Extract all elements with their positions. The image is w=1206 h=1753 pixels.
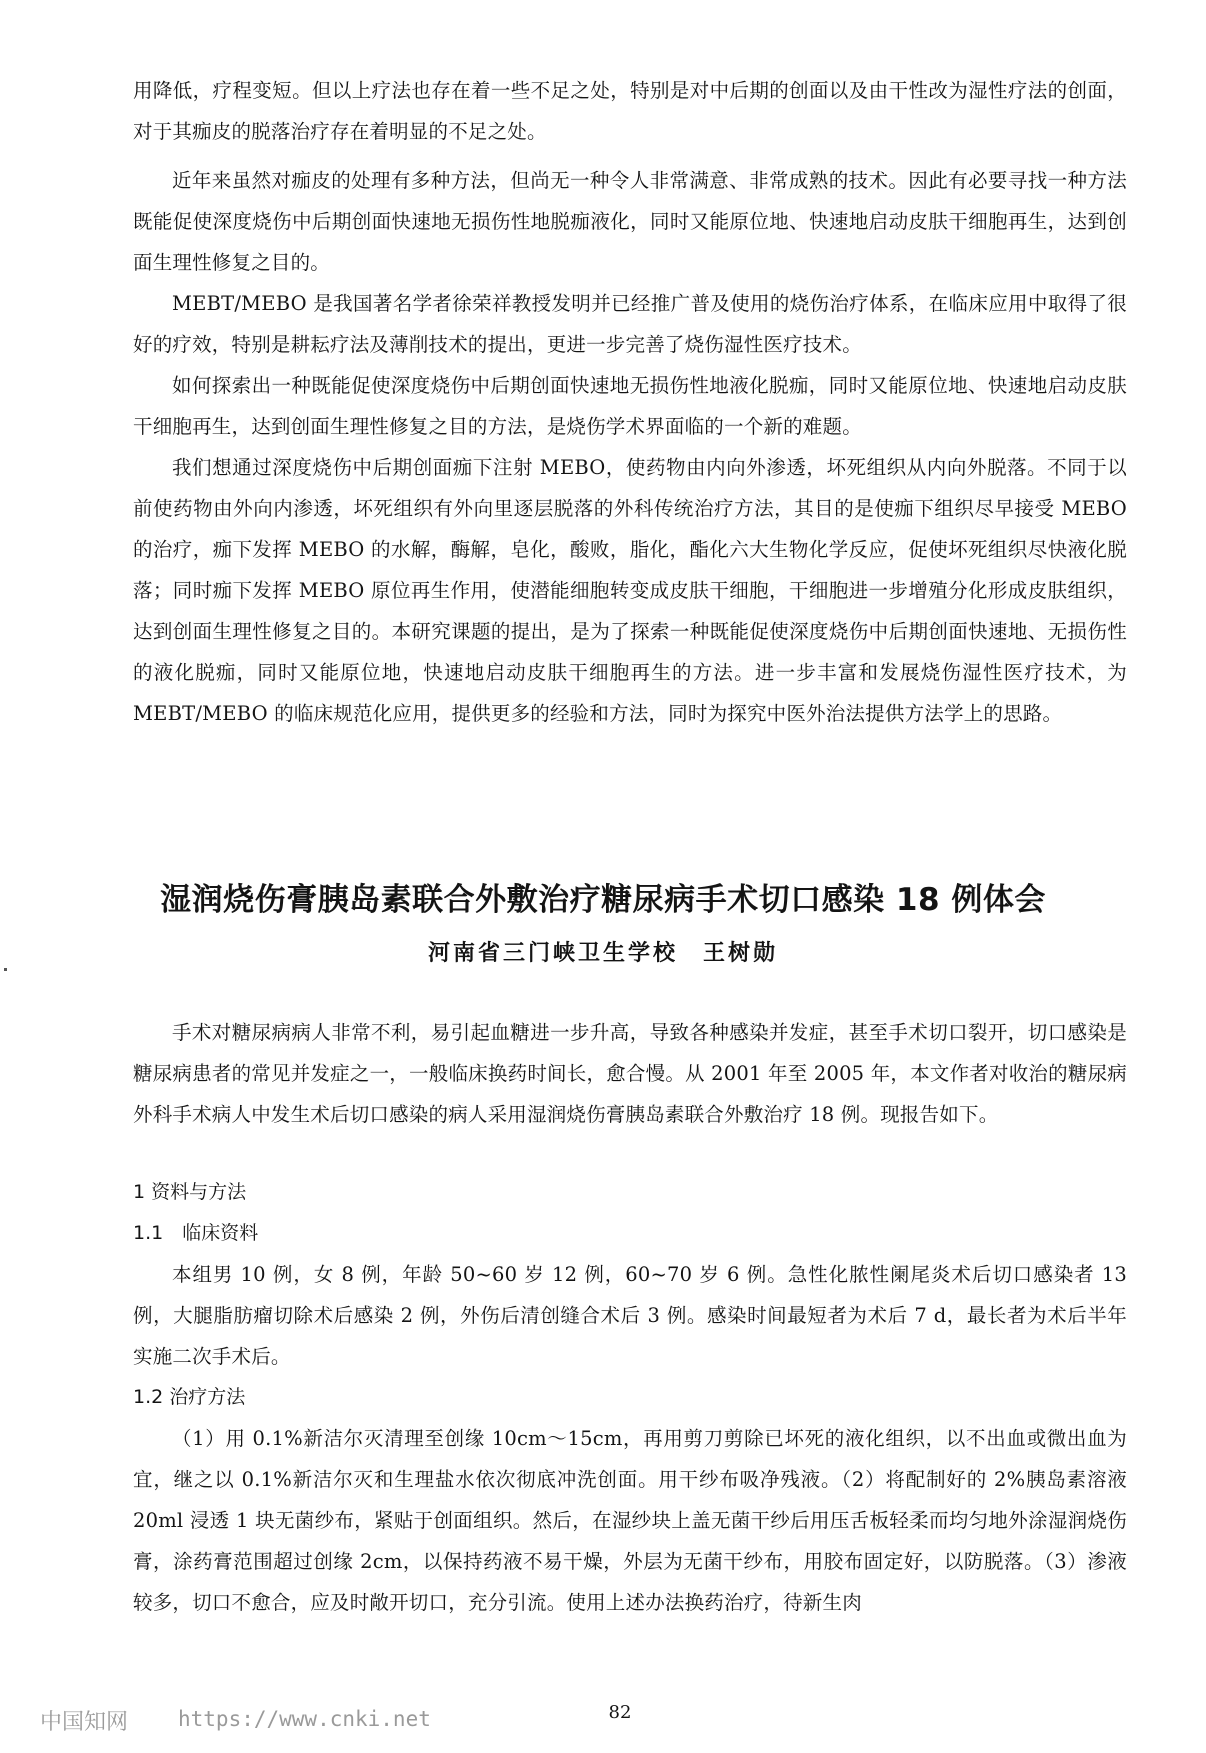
clinical-data-paragraph: 本组男 10 例，女 8 例，年龄 50~60 岁 12 例，60~70 岁 6 例。急性化脓性阑尾炎术后切口感染者 13 例，大腿脂肪瘤切除术后感染 2 例，外伤后清创缝合术后 3 例。感染时间最短者为术后 7 d，最长者为术后半年实施二次手术后。 <box>133 1263 1127 1368</box>
article-title: 湿润烧伤膏胰岛素联合外敷治疗糖尿病手术切口感染 18 例体会 <box>160 882 1046 918</box>
body-paragraph: 我们想通过深度烧伤中后期创面痂下注射 MEBO，使药物由内向外渗透，坏死组织从内向外脱落。不同于以前使药物由外向内渗透，坏死组织有外向里逐层脱落的外科传统治疗方法，其目的是使痂下组织尽早接受 MEBO 的治疗，痂下发挥 MEBO 的水解，酶解，皂化，酸败，脂化，酯化六大生物化学反应，促使坏死组织尽快液化脱落；同时痂下发挥 MEBO 原位再生作用，使潜能细胞转变成皮肤干细胞，干细胞进一步增殖分化形成皮肤组织，达到创面生理性修复之目的。本研究课题的提出，是为了探索一种既能促使深度烧伤中后期创面快速地、无损伤性的液化脱痂，同时又能原位地，快速地启动皮肤干细胞再生的方法。进一步丰富和发展烧伤湿性医疗技术，为 MEBT/MEBO 的临床规范化应用，提供更多的经验和方法，同时为探究中医外治法提供方法学上的思路。 <box>133 456 1127 725</box>
body-paragraph: 用降低，疗程变短。但以上疗法也存在着一些不足之处，特别是对中后期的创面以及由干性改为湿性疗法的创面，对于其痂皮的脱落治疗存在着明显的不足之处。 <box>133 79 1127 143</box>
scan-speck <box>4 968 7 971</box>
section-heading: 1 资料与方法 <box>133 1181 247 1203</box>
method-paragraph: （1）用 0.1%新洁尔灭清理至创缘 10cm～15cm，再用剪刀剪除已坏死的液化组织，以不出血或微出血为宜，继之以 0.1%新洁尔灭和生理盐水依次彻底冲洗创面。用干纱布吸净残液。（2）将配制好的 2%胰岛素溶液 20ml 浸透 1 块无菌纱布，紧贴于创面组织。然后，在湿纱块上盖无菌干纱后用压舌板轻柔而均匀地外涂湿润烧伤膏，涂药膏范围超过创缘 2cm，以保持药液不易干燥，外层为无菌干纱布，用胶布固定好，以防脱落。（3）渗液较多，切口不愈合，应及时敞开切口，充分引流。使用上述办法换药治疗，待新生肉 <box>133 1427 1127 1614</box>
subsection-heading: 1.1 临床资料 <box>133 1222 259 1244</box>
cnki-url-watermark: https://www.cnki.net <box>178 1707 431 1731</box>
article-author: 河南省三门峡卫生学校 王树勋 <box>427 940 778 966</box>
body-paragraph: 近年来虽然对痂皮的处理有多种方法，但尚无一种令人非常满意、非常成熟的技术。因此有必要寻找一种方法既能促使深度烧伤中后期创面快速地无损伤性地脱痂液化，同时又能原位地、快速地启动皮肤干细胞再生，达到创面生理性修复之目的。 <box>133 169 1127 274</box>
body-paragraph: 如何探索出一种既能促使深度烧伤中后期创面快速地无损伤性地液化脱痂，同时又能原位地、快速地启动皮肤干细胞再生，达到创面生理性修复之目的方法，是烧伤学术界面临的一个新的难题。 <box>133 374 1127 438</box>
cnki-watermark: 中国知网 <box>40 1710 129 1735</box>
subsection-heading: 1.2 治疗方法 <box>133 1386 246 1408</box>
intro-paragraph: 手术对糖尿病病人非常不利，易引起血糖进一步升高，导致各种感染并发症，甚至手术切口裂开，切口感染是糖尿病患者的常见并发症之一，一般临床换药时间长，愈合慢。从 2001 年至 2005 年，本文作者对收治的糖尿病外科手术病人中发生术后切口感染的病人采用湿润烧伤膏胰岛素联合外敷治疗 18 例。现报告如下。 <box>133 1021 1127 1126</box>
body-paragraph: MEBT/MEBO 是我国著名学者徐荣祥教授发明并已经推广普及使用的烧伤治疗体系，在临床应用中取得了很好的疗效，特别是耕耘疗法及薄削技术的提出，更进一步完善了烧伤湿性医疗技术。 <box>133 292 1127 356</box>
page-number: 82 <box>608 1702 632 1723</box>
